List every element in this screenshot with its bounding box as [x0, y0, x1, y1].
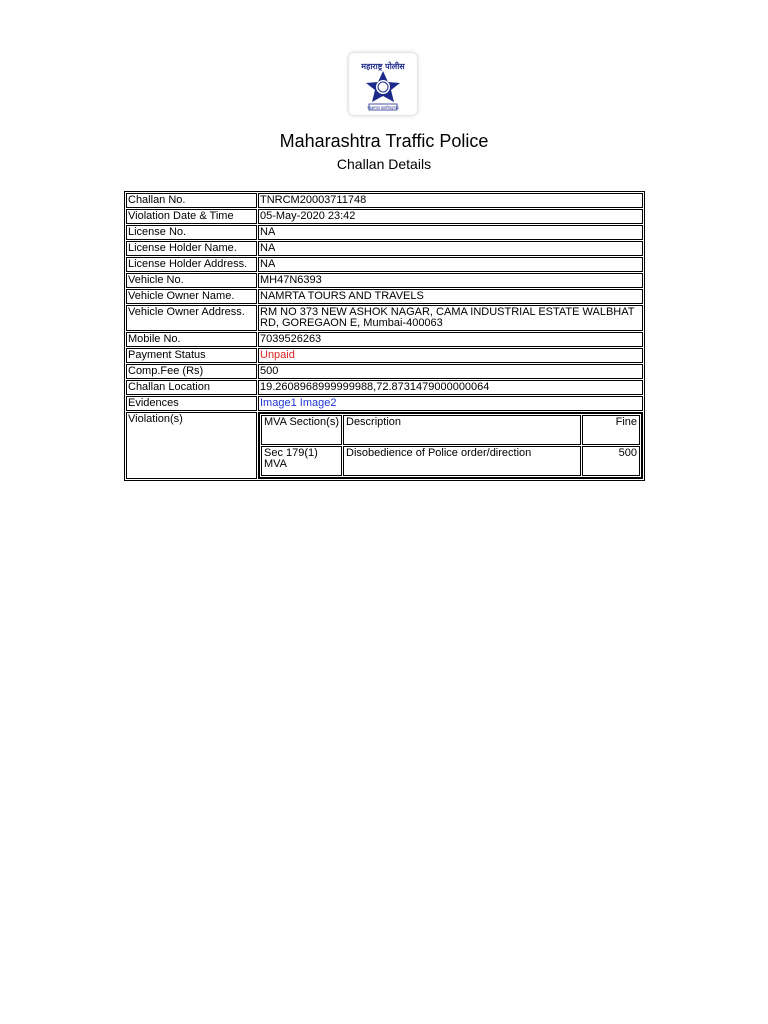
table-row: [126, 332, 643, 347]
police-emblem-logo: [349, 53, 417, 115]
emblem-text: महाराष्ट्र पोलीस: [361, 62, 405, 71]
license-holder-name-value: NA: [258, 241, 643, 256]
table-row: [126, 225, 643, 240]
col-header-section: MVA Section(s): [261, 415, 342, 445]
violations-label: Violation(s): [126, 412, 257, 479]
violation-datetime-value: 05-May-2020 23:42: [258, 209, 643, 224]
vehicle-owner-address-label: Vehicle Owner Address.: [126, 305, 257, 331]
table-row: [126, 193, 643, 208]
table-row: [126, 209, 643, 224]
table-row: [126, 396, 643, 411]
challan-no-value: TNRCM20003711748: [258, 193, 643, 208]
evidence-image1-link[interactable]: Image1: [260, 397, 297, 409]
challan-location-value: 19.2608968999999988,72.8731479000000064: [258, 380, 643, 395]
col-header-fine: Fine: [582, 415, 640, 445]
vehicle-no-value: MH47N6393: [258, 273, 643, 288]
license-no-label: License No.: [126, 225, 257, 240]
challan-no-label: Challan No.: [126, 193, 257, 208]
vehicle-no-label: Vehicle No.: [126, 273, 257, 288]
license-holder-address-value: NA: [258, 257, 643, 272]
table-row: [126, 257, 643, 272]
table-row: [126, 348, 643, 363]
challan-details-table: [124, 191, 645, 481]
table-row: [126, 380, 643, 395]
col-header-description: Description: [343, 415, 581, 445]
comp-fee-value: 500: [258, 364, 643, 379]
license-holder-address-label: License Holder Address.: [126, 257, 257, 272]
payment-status-value: Unpaid: [258, 348, 643, 363]
emblem-motto: सद्रक्षणाय खलनिग्रहणाय: [367, 106, 399, 110]
violation-fine: 500: [582, 446, 640, 476]
mobile-no-value: 7039526263: [258, 332, 643, 347]
challan-location-label: Challan Location: [126, 380, 257, 395]
violations-table: [259, 413, 642, 478]
comp-fee-label: Comp.Fee (Rs): [126, 364, 257, 379]
table-row: [126, 364, 643, 379]
evidences-links: [258, 396, 643, 411]
violations-header-row: [261, 415, 640, 445]
table-row: [126, 305, 643, 331]
license-holder-name-label: License Holder Name.: [126, 241, 257, 256]
page-title: Maharashtra Traffic Police: [279, 131, 489, 151]
violations-cell: [258, 412, 643, 479]
table-row: [126, 241, 643, 256]
evidences-label: Evidences: [126, 396, 257, 411]
vehicle-owner-name-value: NAMRTA TOURS AND TRAVELS: [258, 289, 643, 304]
mobile-no-label: Mobile No.: [126, 332, 257, 347]
violation-section: Sec 179(1) MVA: [261, 446, 342, 476]
table-row: [261, 446, 640, 476]
table-row: [126, 273, 643, 288]
payment-status-label: Payment Status: [126, 348, 257, 363]
vehicle-owner-address-value: RM NO 373 NEW ASHOK NAGAR, CAMA INDUSTRIAL ESTATE WALBHAT RD, GOREGAON E, Mumbai-400063: [258, 305, 643, 331]
table-row: [126, 289, 643, 304]
license-no-value: NA: [258, 225, 643, 240]
evidence-image2-link[interactable]: Image2: [299, 397, 337, 409]
page-subtitle: Challan Details: [336, 156, 432, 172]
table-row: [126, 412, 643, 479]
violation-datetime-label: Violation Date & Time: [126, 209, 257, 224]
vehicle-owner-name-label: Vehicle Owner Name.: [126, 289, 257, 304]
violation-description: Disobedience of Police order/direction: [343, 446, 581, 476]
